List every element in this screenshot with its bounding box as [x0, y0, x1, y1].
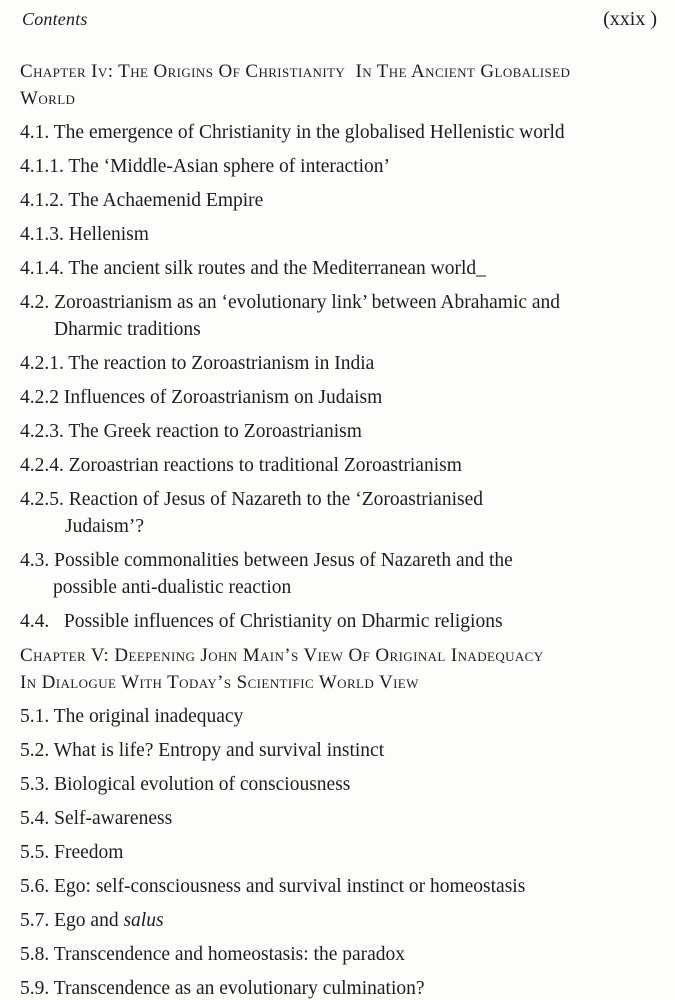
- toc-line: [20, 975, 657, 1000]
- toc-text: 5.2. What is life? Entropy and survival instinct: [20, 740, 385, 761]
- page-header: [20, 8, 657, 34]
- toc-text: 5.1. The original inadequacy: [20, 706, 244, 727]
- page-number: (xxix ): [603, 8, 657, 30]
- toc-text: Dharmic traditions: [54, 319, 201, 340]
- toc-chapter-heading: [20, 642, 657, 696]
- toc-line: [20, 350, 657, 377]
- toc-line: [20, 85, 657, 112]
- toc-line: [20, 221, 657, 248]
- toc-text-italic: salus: [123, 910, 164, 931]
- toc-entry: [20, 547, 657, 601]
- toc-entry: [20, 907, 657, 934]
- toc-text: 4.1.4. The ancient silk routes and the Mediterranean world_: [20, 258, 486, 279]
- toc-line: [20, 839, 657, 866]
- toc-line: [53, 574, 657, 601]
- toc-entry: [20, 941, 657, 968]
- toc-line: [20, 907, 657, 934]
- running-title: Contents: [22, 9, 88, 29]
- toc-text: 5.4. Self-awareness: [20, 808, 173, 829]
- toc-line: [20, 486, 657, 513]
- toc-text: In Dialogue With Today’s Scientific World View: [20, 672, 419, 693]
- toc-entry: [20, 350, 657, 377]
- toc-line: [20, 153, 657, 180]
- toc-list: [20, 58, 657, 1000]
- toc-text: 4.4. Possible influences of Christianity on Dharmic religions: [20, 611, 503, 632]
- toc-text: 5.7. Ego and: [20, 910, 124, 931]
- toc-entry: [20, 805, 657, 832]
- toc-text: 5.8. Transcendence and homeostasis: the paradox: [20, 944, 406, 965]
- toc-line: [20, 941, 657, 968]
- toc-line: [20, 805, 657, 832]
- toc-text: 4.2.4. Zoroastrian reactions to traditional Zoroastrianism: [20, 455, 462, 476]
- toc-entry: [20, 873, 657, 900]
- toc-text: 4.2.2 Influences of Zoroastrianism on Judaism: [20, 387, 383, 408]
- toc-line: [20, 608, 657, 635]
- toc-entry: [20, 119, 657, 146]
- toc-entry: [20, 703, 657, 730]
- toc-line: [20, 547, 657, 574]
- toc-entry: [20, 608, 657, 635]
- toc-text: World: [20, 88, 76, 109]
- toc-text: 4.1.2. The Achaemenid Empire: [20, 190, 264, 211]
- toc-line: [20, 642, 657, 669]
- toc-entry: [20, 187, 657, 214]
- toc-line: [20, 58, 657, 85]
- toc-line: [65, 513, 657, 540]
- toc-line: [20, 737, 657, 764]
- toc-entry: [20, 771, 657, 798]
- toc-text: 5.6. Ego: self-consciousness and survival instinct or homeostasis: [20, 876, 526, 897]
- toc-entry: [20, 255, 657, 282]
- toc-text: 4.3. Possible commonalities between Jesus of Nazareth and the: [20, 550, 513, 571]
- toc-line: [20, 289, 657, 316]
- toc-text: 4.2.3. The Greek reaction to Zoroastrianism: [20, 421, 362, 442]
- toc-entry: [20, 839, 657, 866]
- toc-text: 5.5. Freedom: [20, 842, 124, 863]
- toc-line: [20, 255, 657, 282]
- toc-line: [54, 316, 657, 343]
- toc-entry: [20, 418, 657, 445]
- toc-line: [20, 771, 657, 798]
- toc-text: Chapter V: Deepening John Main’s View Of Original Inadequacy: [20, 645, 544, 666]
- toc-text: 4.2.5. Reaction of Jesus of Nazareth to the ‘Zoroastrianised: [20, 489, 483, 510]
- toc-line: [20, 669, 657, 696]
- toc-entry: [20, 975, 657, 1000]
- toc-text: 5.9. Transcendence as an evolutionary culmination?: [20, 978, 425, 999]
- toc-text: 4.1.3. Hellenism: [20, 224, 149, 245]
- toc-line: [20, 119, 657, 146]
- toc-text: 4.2. Zoroastrianism as an ‘evolutionary link’ between Abrahamic and: [20, 292, 561, 313]
- toc-entry: [20, 737, 657, 764]
- toc-line: [20, 418, 657, 445]
- toc-entry: [20, 153, 657, 180]
- toc-text: Chapter Iv: The Origins Of Christianity In The Ancient Globalised: [20, 61, 571, 82]
- toc-entry: [20, 452, 657, 479]
- toc-text: 5.3. Biological evolution of consciousness: [20, 774, 351, 795]
- toc-line: [20, 873, 657, 900]
- toc-line: [20, 384, 657, 411]
- toc-entry: [20, 289, 657, 343]
- toc-line: [20, 452, 657, 479]
- toc-text: 4.1. The emergence of Christianity in the globalised Hellenistic world: [20, 122, 565, 143]
- toc-text: 4.2.1. The reaction to Zoroastrianism in India: [20, 353, 375, 374]
- toc-text: 4.1.1. The ‘Middle-Asian sphere of interaction’: [20, 156, 391, 177]
- toc-entry: [20, 486, 657, 540]
- toc-chapter-heading: [20, 58, 657, 112]
- toc-line: [20, 703, 657, 730]
- toc-entry: [20, 221, 657, 248]
- toc-line: [20, 187, 657, 214]
- toc-entry: [20, 384, 657, 411]
- toc-text: possible anti-dualistic reaction: [53, 577, 292, 598]
- toc-text: Judaism’?: [65, 516, 145, 537]
